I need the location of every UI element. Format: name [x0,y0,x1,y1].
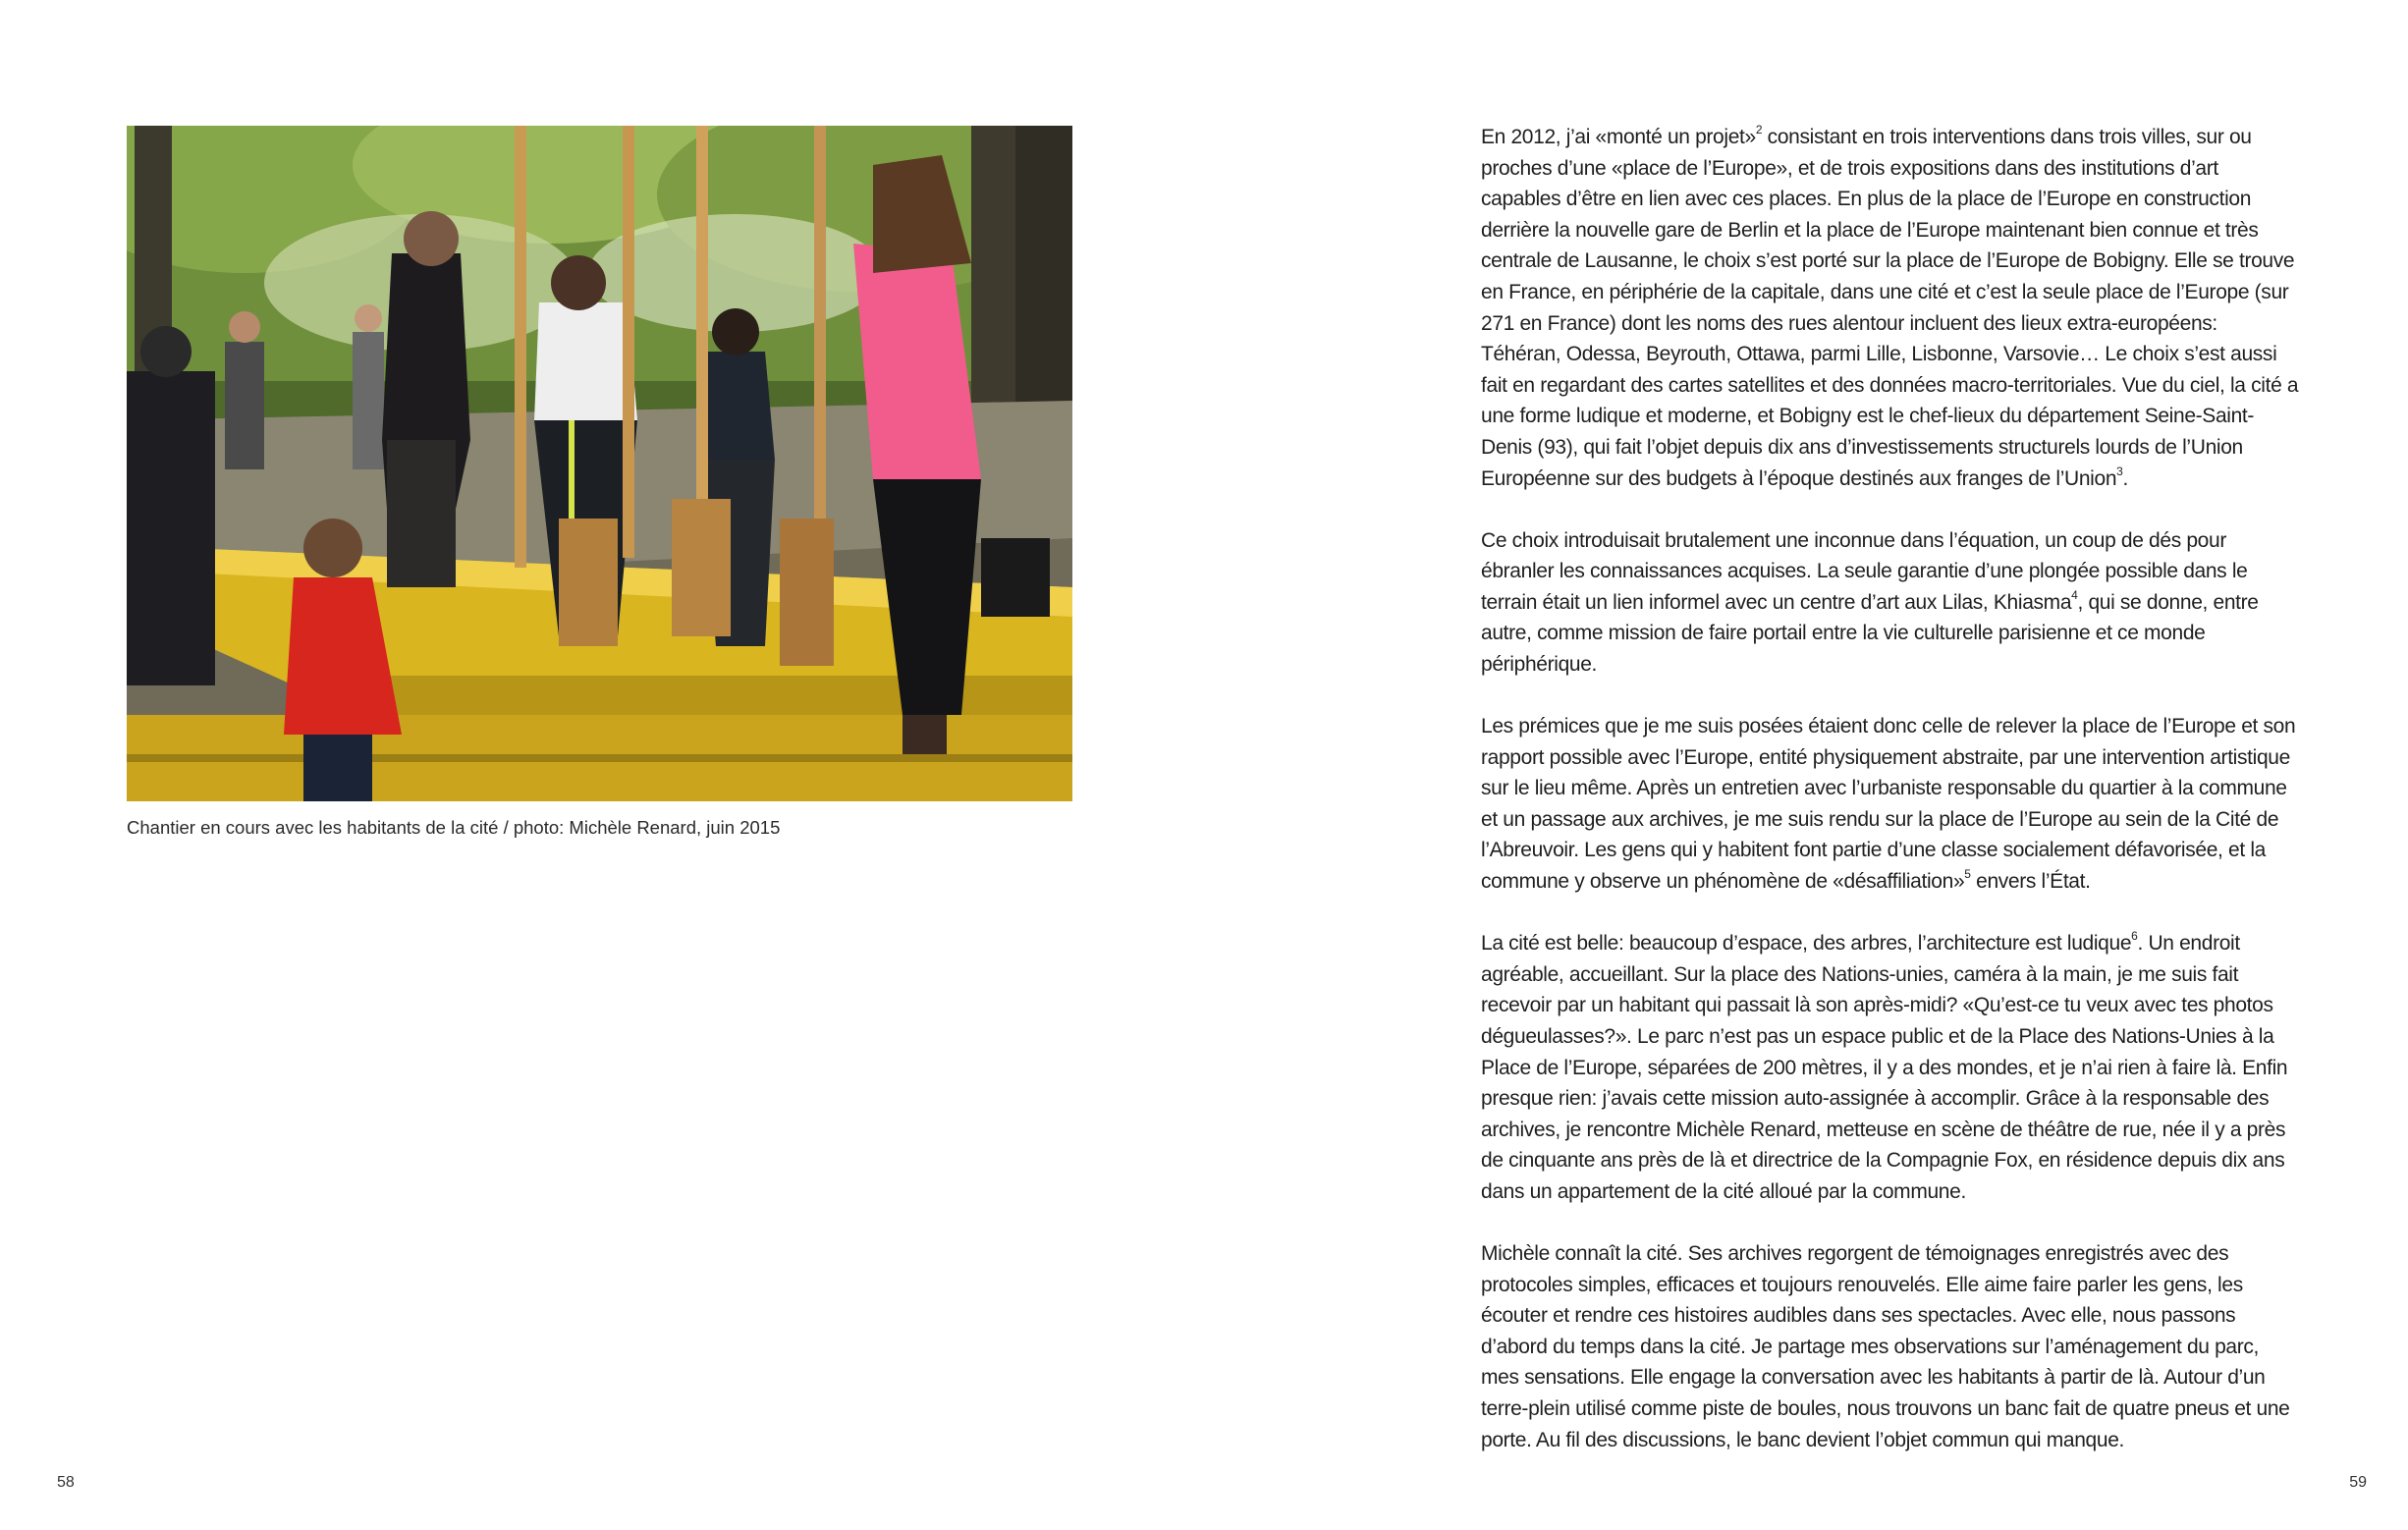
body-paragraph [1481,122,2300,494]
body-text-column [1481,122,2300,1455]
paragraph-text: Les prémices que je me suis posées étaient donc celle de relever la place de l’Europe et son rapport possible avec l’Europe, entité physiquement abstraite, par une intervention artistique sur le lieu même. Après un entretien avec l’urbaniste responsable du quartier à la commune et un passage aux archives, je me suis rendu sur la place de l’Europe au sein de la Cité de l’Abreuvoir. Les gens qui y habitent font partie d’une classe socialement défavorisée, et la commune y observe un phénomène de «désaffiliation» [1481,715,2296,894]
body-paragraph [1481,1238,2300,1455]
footnote-marker: 4 [2071,587,2078,602]
footnote-marker: 2 [1755,123,1763,137]
paragraph-text: consistant en trois interventions dans trois villes, sur ou proches d’une «place de l’Europe», et de trois expositions dans des institutions d’art capables d’être en lien avec ces places. En plus de la place de l’Europe en construction derrière la nouvelle gare de Berlin et la place de l’Europe maintenant bien connue et très centrale de Lausanne, le choix s’est porté sur la place de l’Europe de Bobigny. Elle se trouve en France, en périphérie de la capitale, dans une cité et c’est la seule place de l’Europe (sur 271 en France) dont les noms des rues alentour incluent des lieux extra-européens: Téhéran, Odessa, Beyrouth, Ottawa, parmi Lille, Lisbonne, Varsovie… Le choix s’est aussi fait en regardant des cartes satellites et des données macro-territoriales. Vue du ciel, la cité a une forme ludique et moderne, et Bobigny est le chef-lieux du département Seine-Saint-Denis (93), qui fait l’objet depuis dix ans d’investissements structurels lourds de l’Union Européenne sur des budgets à l’époque destinés aux franges de l’Union [1481,126,2299,490]
paragraph-text: La cité est belle: beaucoup d’espace, des arbres, l’architecture est ludique [1481,932,2132,956]
photo-construction-site [127,126,1072,801]
paragraph-text: . [2122,466,2128,490]
photo-illustration [127,126,1072,801]
right-page [1204,0,2408,1530]
paragraph-text: Ce choix introduisait brutalement une inconnue dans l’équation, un coup de dés pour ébranler les connaissances acquises. La seule garantie d’une plongée possible dans le terrain était un lien informel avec un centre d’art aux Lilas, Khiasma [1481,528,2248,614]
paragraph-text: En 2012, j’ai «monté un projet» [1481,126,1756,148]
footnote-marker: 6 [2131,929,2138,944]
photo-caption: Chantier en cours avec les habitants de la cité / photo: Michèle Renard, juin 2015 [127,817,781,838]
paragraph-text: envers l’État. [1970,870,2091,894]
footnote-marker: 3 [2116,464,2123,478]
paragraph-text: Michèle connaît la cité. Ses archives regorgent de témoignages enregistrés avec des protocoles simples, efficaces et toujours renouvelés. Elle aime faire parler les gens, les écouter et rendre ces histoires audibles dans ses spectacles. Avec elle, nous passons d’abord du temps dans la cité. Je partage mes observations sur l’aménagement du parc, mes sensations. Elle engage la conversation avec les habitants à partir de là. Autour d’un terre-plein utilisé comme piste de boules, nous trouvons un banc fait de quatre pneus et une porte. Au fil des discussions, le banc devient l’objet commun qui manque. [1481,1242,2290,1451]
body-paragraph [1481,525,2300,681]
footnote-marker: 5 [1964,867,1971,882]
body-paragraph [1481,711,2300,898]
page-number-right: 59 [2349,1474,2367,1491]
paragraph-text: . Un endroit agréable, accueillant. Sur la place des Nations-unies, caméra à la main, je me suis fait recevoir par un habitant qui passait là son après-midi? «Qu’est-ce tu veux avec tes photos dégueulasses?». Le parc n’est pas un espace public et de la Place des Nations-Unies à la Place de l’Europe, séparées de 200 mètres, il y a des mondes, et je n’ai rien à faire là. Enfin presque rien: j’avais cette mission auto-assignée à accomplir. Grâce à la responsable des archives, je rencontre Michèle Renard, metteuse en scène de théâtre de rue, née il y a près de cinquante ans près de là et directrice de la Compagnie Fox, en résidence depuis dix ans dans un appartement de la cité alloué par la commune. [1481,932,2288,1203]
page-number-left: 58 [57,1474,75,1491]
body-paragraph [1481,928,2300,1207]
paragraph-text: , qui se donne, entre autre, comme mission de faire portail entre la vie culturelle parisienne et ce monde périphérique. [1481,590,2259,676]
